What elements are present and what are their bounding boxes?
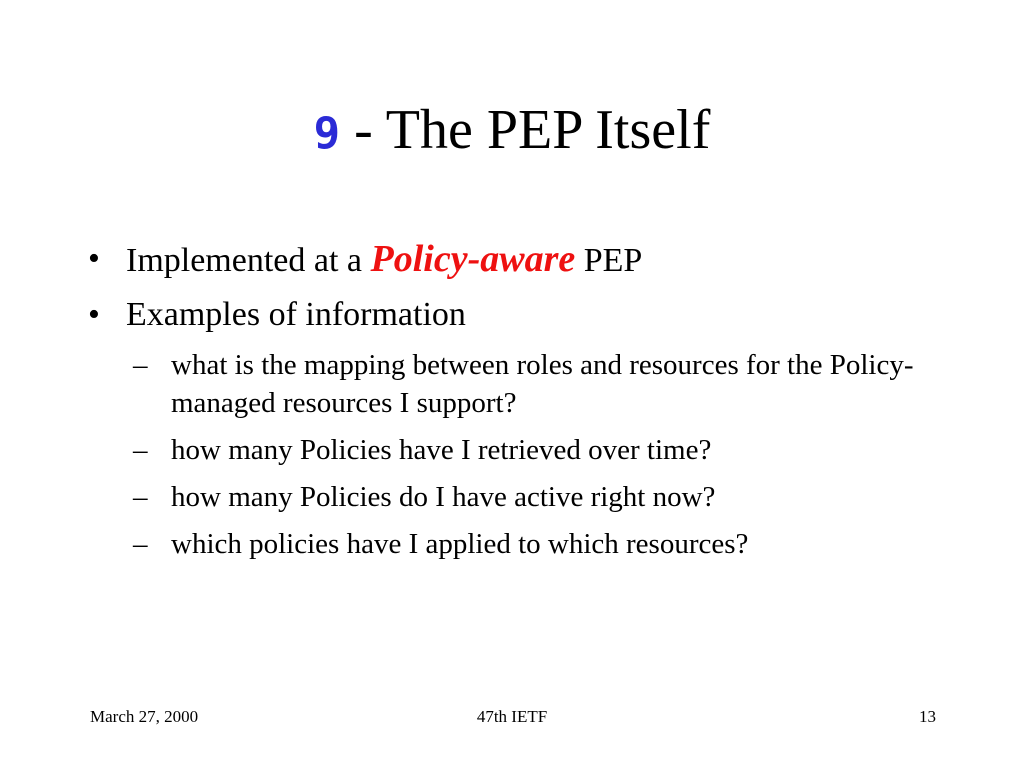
bullet-list [88, 232, 968, 572]
slide-title [0, 92, 1024, 172]
sub-bullet-dash: – [133, 349, 148, 381]
sub-bullet-dash: – [133, 481, 148, 513]
sub-bullet-item [133, 478, 968, 516]
footer-event: 47th IETF [476, 707, 548, 726]
sub-bullet-text: how many Policies have I retrieved over time? [171, 434, 712, 466]
emphasized-term: Policy-aware [370, 238, 576, 280]
sub-bullet-item [133, 431, 968, 469]
slide-title-text: - The PEP Itself [340, 99, 711, 161]
footer-page-number: 13 [919, 707, 936, 726]
slide-number-label: 9 [313, 108, 341, 159]
sub-bullet-text: which policies have I applied to which resources? [171, 528, 749, 560]
footer-date: March 27, 2000 [90, 707, 199, 726]
bullet-dot: • [88, 296, 100, 333]
sub-bullet-text: what is the mapping between roles and resources for the Policy-managed resources I support? [171, 349, 914, 419]
sub-bullet-text: how many Policies do I have active right now? [171, 481, 716, 513]
bullet-text-suffix: PEP [575, 242, 643, 279]
bullet-text-prefix: Implemented at a [126, 242, 371, 279]
sub-bullet-item [133, 525, 968, 563]
bullet-text: Examples of information [126, 296, 466, 333]
bullet-item [88, 288, 968, 342]
sub-bullet-dash: – [133, 528, 148, 560]
sub-bullet-dash: – [133, 434, 148, 466]
bullet-item [88, 232, 968, 288]
sub-bullet-list [88, 346, 968, 563]
bullet-dot: • [88, 240, 100, 277]
sub-bullet-item [133, 346, 968, 422]
